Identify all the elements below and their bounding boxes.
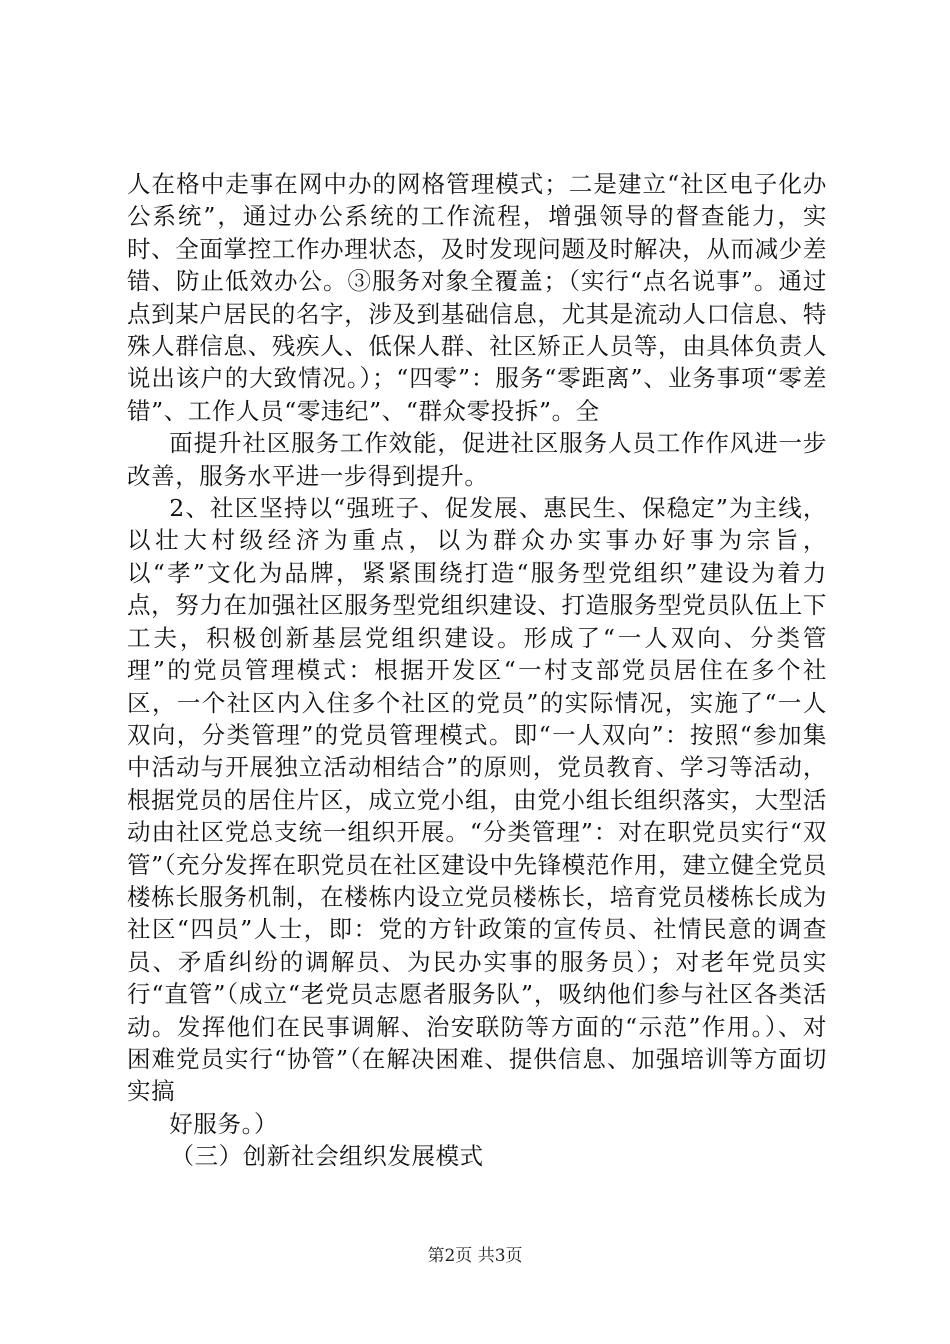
section-heading: （三）创新社会组织发展模式	[170, 1142, 484, 1171]
paragraph-service-improvement: 面提升社区服务工作效能，促进社区服务人员工作作风进一步改善，服务水平进一步得到提升。	[127, 429, 827, 490]
paragraph-good-service: 好服务。）	[169, 1109, 279, 1138]
paragraph-grid-management: 人在格中走事在网中办的网格管理模式；二是建立“社区电子化办公系统”，通过办公系统的工作流程，增强领导的督查能力，实时、全面掌控工作办理状态，及时发现问题及时解决，从而减少差错、防止低效办公。③服务对象全覆盖；（实行“点名说事”。通过点到某户居民的名字，涉及到基础信息，尤其是流动人口信息、特殊人群信息、残疾人、低保人群、社区矫正人员等，由具体负责人说出该户的大致情况。）；“四零”：服务“零距离”、业务事项“零差错”、工作人员“零违纪”、“群众零投拆”。全	[127, 170, 827, 425]
document-body	[127, 168, 827, 1173]
paragraph-party-management: 2、社区坚持以“强班子、促发展、惠民生、保稳定”为主线，以壮大村级经济为重点，以为群众办实事办好事为宗旨，以“孝”文化为品牌，紧紧围绕打造“服务型党组织”建设为着力点，努力在加强社区服务型党组织建设、打造服务型党员队伍上下工夫，积极创新基层党组织建设。形成了“一人双向、分类管理”的党员管理模式：根据开发区“一村支部党员居住在多个社区，一个社区内入住多个社区的党员”的实际情况，实施了“一人双向，分类管理”的党员管理模式。即“一人双向”：按照“参加集中活动与开展独立活动相结合”的原则，党员教育、学习等活动，根据党员的居住片区，成立党小组，由党小组长组织落实，大型活动由社区党总支统一组织开展。“分类管理”：对在职党员实行“双管”（充分发挥在职党员在社区建设中先锋模范作用，建立健全党员楼栋长服务机制，在楼栋内设立党员楼栋长，培育党员楼栋长成为社区“四员”人士，即：党的方针政策的宣传员、社情民意的调查员、矛盾纠纷的调解员、为民办实事的服务员）；对老年党员实行“直管”（成立“老党员志愿者服务队”，吸纳他们参与社区各类活动。发挥他们在民事调解、治安联防等方面的“示范”作用。）、对困难党员实行“协管”（在解决困难、提供信息、加强培训等方面切实搞	[127, 494, 827, 1106]
page-number-footer: 第2页 共3页	[427, 1246, 523, 1266]
